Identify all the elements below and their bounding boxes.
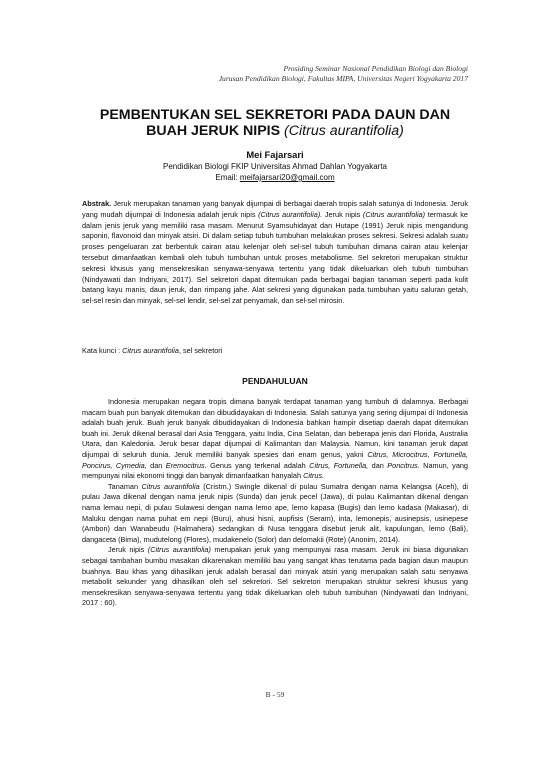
body-text xyxy=(82,397,468,609)
abstract-text-3: termasuk ke dalam jenis jeruk yang memiliki rasa masam. Menurut Syamsuhidayat dan Hutape (1991) Jeruk nipis mengandung saponin, flavonoid dan minyak atsiri. Di dalam setiap tubuh tumbuhan melakukan proses sekresi. Sekresi adalah suatu proses pengeluaran zat berbentuk cairan atau kelenjar oleh sel-sel tubuh tumbuhan dimana cairan atau kelenjar tersebut dimanfaatkan kembali oleh tubuh tumbuhan untuk proses metabolisme. Sel sekretori merupakan struktur sekresi khusus yang mensekresikan senyawa-senyawa tertentu yang tidak dikeluarkan oleh tubuh tumbuhan (Nindyawati dan Indriyani, 2017). Sel sekretori dapat ditemukan pada berbagai bagian tanaman seperti pada kulit batang kayu manis, daun jeruk, dan rimpang jahe. Alat sekresi yang digunakan pada tumbuhan yaitu saluran getah, sel-sel resin dan minyak, sel-sel lendir, sel-sel zat penyamak, dan sel-sel mirosin. xyxy=(82,209,468,306)
author-email-line xyxy=(60,172,490,183)
body-paragraph-1 xyxy=(82,397,468,482)
abstract-text-2: Jeruk nipis xyxy=(322,209,363,219)
para1-genus-eremocitrus: Eremocitrus. xyxy=(165,460,207,470)
keywords xyxy=(82,346,468,357)
para3-text-b: merupakan jeruk yang mempunyai rasa masam. Jeruk ini biasa digunakan sebagai tambahan bumbu masakan dikarenakan memiliki bau yang sangat khas terutama pada bagian daun maupun buahnya. Bau khas yang dihasilkan jeruk adalah berasal dari minyak atsiri yang merupakan salah satu senyawa metabolit sekunder yang dihasilkan oleh sel sekretori. Sel sekretori merupakan struktur sekresi khusus yang mensekresikan senyawa-senyawa tertentu yang tidak dikeluarkan oleh tubuh tumbuhan (Nindyawati dan Indriyani, 2017 : 60). xyxy=(82,545,469,608)
author-affiliation: Pendidikan Biologi FKIP Universitas Ahmad Dahlan Yogyakarta xyxy=(163,162,387,171)
para3-text-a: Jeruk nipis xyxy=(108,545,148,555)
running-header-line-1: Prosiding Seminar Nasional Pendidikan Biologi dan Biologi xyxy=(283,64,468,73)
abstract-label: Abstrak. xyxy=(82,199,112,208)
para1-genus-famous: Citrus, Fortunella, xyxy=(309,460,369,470)
email-label: Email: xyxy=(215,173,240,182)
para1-text-e: Namun, yang mempunyai nilai ekonomi tinggi dan banyak dimanfaatkan hanyalah xyxy=(82,460,468,481)
abstract-species-1: (Citrus aurantifolia). xyxy=(258,209,323,219)
para1-text-c: Genus yang terkenal adalah xyxy=(206,460,310,470)
para2-species: Citrus aurantifolia xyxy=(141,481,200,491)
body-paragraph-3 xyxy=(82,545,468,609)
title-line-1: PEMBENTUKAN SEL SEKRETORI PADA DAUN DAN xyxy=(99,107,451,123)
author-affiliation-block xyxy=(60,161,490,183)
section-heading: PENDAHULUAN xyxy=(242,376,308,386)
para1-genus-citrus: Citrus. xyxy=(303,471,325,481)
running-header xyxy=(219,64,468,84)
title-latin-name: (Citrus aurantifolia) xyxy=(284,123,404,139)
title-line-2: BUAH JERUK NIPIS xyxy=(146,123,281,139)
para1-text-a: Indonesia merupakan negara tropis dimana banyak terdapat tanaman yang tumbuh di dalamnya. Berbagai macam buah pun banyak ditemukan dan dibudidayakan di Indonesia. Salah satunya yang sering dijumpai di Indonesia adalah buah jeruk. Buah jeruk banyak dibudidayakan di Indonesia bahkan hampir disetiap daerah dapat ditemukan buah ini. Jeruk dikenal berasal dari Asia Tenggara, yaitu India, Cina Selatan, dan beberapa jenis dari Florida, Australia Utara, dan Kaledonia. Jeruk besar dapat dijumpai di Kalimantan dan Malaysia. Namun, kini tanaman jeruk dapat dijumpai di seluruh dunia. Jeruk memiliki banyak spesies dari enam genus, yakni xyxy=(82,397,468,459)
abstract-text-1: Jeruk merupakan tanaman yang banyak dijumpai di berbagai daerah tropis salah satunya di Indonesia. Jeruk yang mudah dijumpai di Indonesia adalah jeruk nipis xyxy=(82,199,468,219)
running-header-line-2: Jurusan Pendidikan Biologi, Fakultas MIPA, Universitas Negeri Yogyakarta 2017 xyxy=(218,74,468,83)
para2-text-b: (Cristm.) Swingle dikenal di pulau Sumatra dengan nama Kelangsa (Aceh), di pulau Jawa dikenal dengan nama jeruk nipis (Sunda) dan jeruk pecel (Jawa), di pulau Kalimantan dikenal dengan nama lemau nepi, di pulau Sulawesi dengan nama lemo ape, lemo kapasa (Bugis) dan lemo kadasa (Makasar), di Maluku dengan nama puhat em nepi (Buru), ahusi hisni, aupfisis (Seram), inta, lemonepis, ausinepsis, usinepese (Ambon) dan Wanabeudu (Halmahera) sedangkan di Nusa tenggara disebut jeruk alit, kapulungan, lemo (Bali), dangaceta (Bima), mudutelong (Flores), mudakenelo (Solor) dan delomakii (Rote) (Anonim, 2014). xyxy=(82,481,468,544)
page-number: B - 59 xyxy=(265,690,285,699)
para1-text-d: dan xyxy=(368,460,388,470)
para1-genus-poncitrus: Poncitrus. xyxy=(387,460,420,470)
para2-text-a: Tanaman xyxy=(108,481,142,491)
abstract-species-2: (Citrus aurantifolia) xyxy=(362,209,426,219)
abstract xyxy=(82,199,468,307)
keywords-rest: , sel sekretori xyxy=(178,346,223,355)
keywords-species: Citrus aurantifolia xyxy=(122,346,179,355)
keywords-label: Kata kunci : xyxy=(82,346,123,355)
para1-text-b: dan xyxy=(146,460,166,470)
para1-genus-list: Citrus, Microcitrus, Fortunella, Poncirus, Cymedia, xyxy=(82,449,468,470)
body-paragraph-2 xyxy=(82,482,468,546)
para3-species: (Citrus aurantifolia) xyxy=(147,545,211,555)
email-link[interactable]: meifajarsari20@gmail.com xyxy=(239,173,335,182)
paper-title xyxy=(60,107,490,139)
author-name: Mei Fajarsari xyxy=(246,149,304,160)
